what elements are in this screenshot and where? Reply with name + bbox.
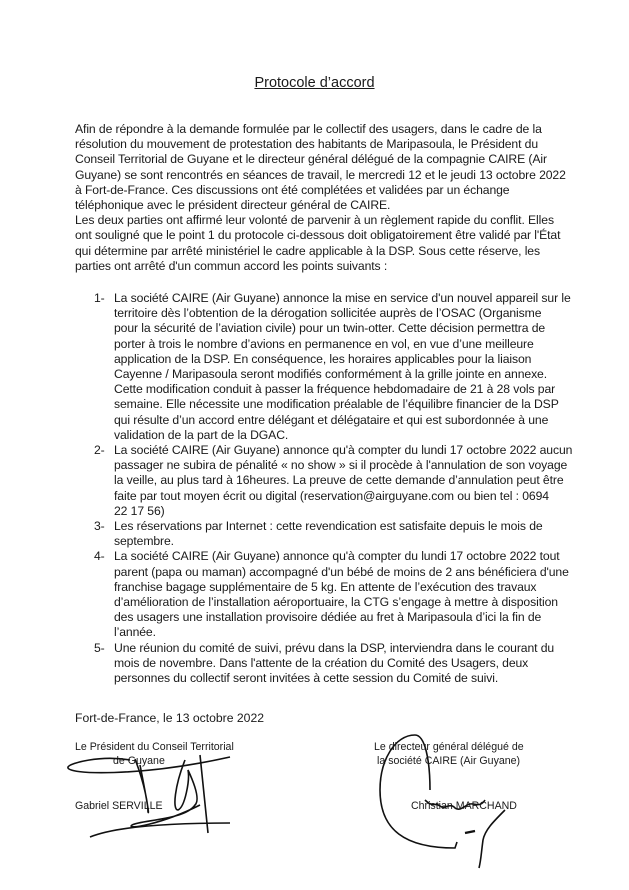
right-role-line1: Le directeur général délégué de (374, 741, 524, 753)
intro-paragraph (75, 122, 575, 274)
right-signatory-name: Christian MARCHAND (411, 800, 517, 812)
item-line: l’année. (114, 625, 156, 640)
list-item-2 (94, 443, 604, 519)
item-line: des usagers une installation provisoire dédiée au fret à Maripasoula d’ici la fin de (114, 610, 542, 625)
list-item-1 (94, 291, 604, 443)
list-item-4 (94, 549, 604, 640)
intro-line: à Fort-de-France. Ces discussions ont été complétées et validées par un échange (75, 182, 510, 197)
item-line: validation de la part de la DGAC. (114, 427, 289, 442)
right-signatory-role (374, 740, 524, 768)
list-item-5 (94, 641, 604, 687)
left-role-line2: de Guyane (113, 755, 165, 767)
left-signatory-role (75, 740, 234, 768)
intro-line: ont souligné que le point 1 du protocole ci-dessous doit obligatoirement être validé par l'État (75, 228, 561, 243)
intro-line: Les deux parties ont affirmé leur volonté de parvenir à un règlement rapide du conflit. Elles (75, 213, 554, 228)
item-line: d’amélioration de l’installation aéroportuaire, la CTG s’engage à mettre à disposition (114, 595, 558, 610)
item-line: La société CAIRE (Air Guyane) annonce qu'à compter du lundi 17 octobre 2022 aucun (114, 443, 573, 458)
item-line: La société CAIRE (Air Guyane) annonce la mise en service d'un nouvel appareil sur le (114, 291, 571, 305)
item-line: personnes du collectif seront invitées à cette session du Comité de suivi. (114, 671, 499, 686)
item-line: porter à trois le nombre d’avions en permanence en vol, en vue d’une meilleure (114, 336, 534, 351)
item-number: 5- (94, 640, 105, 655)
intro-line: Afin de répondre à la demande formulée par le collectif des usagers, dans le cadre de la (75, 122, 542, 136)
intro-line: Conseil Territorial de Guyane et le directeur général délégué de la compagnie CAIRE (Air (75, 152, 547, 167)
item-number: 4- (94, 549, 105, 564)
item-number: 2- (94, 443, 105, 458)
intro-line: qui détermine par arrêté ministériel le cadre applicable à la DSP. Sous cette réserve, les (75, 243, 540, 258)
item-line: la veille, au plus tard à 16heures. La preuve de cette demande d’annulation peut être (114, 473, 564, 488)
item-number: 1- (94, 291, 105, 305)
item-line: Cette modification conduit à passer la fréquence hebdomadaire de 21 à 28 vols par (114, 382, 556, 397)
place-date: Fort-de-France, le 13 octobre 2022 (75, 711, 265, 725)
left-signatory-name: Gabriel SERVILLE (75, 800, 163, 812)
item-line: franchise bagage supplémentaire de 5 kg. En attente de l’exécution des travaux (114, 579, 537, 594)
item-line: pour la sécurité de l’aviation civile) pour un twin-otter. Cette décision permettra de (114, 321, 546, 336)
document-title: Protocole d’accord (254, 75, 375, 91)
item-line: mois de novembre. Dans l'attente de la création du Comité des Usagers, deux (114, 655, 529, 670)
item-line: septembre. (114, 534, 174, 549)
list-item-3 (94, 519, 604, 549)
item-line: parent (papa ou maman) accompagné d'un bébé de moins de 2 ans bénéficiera d'une (114, 564, 569, 579)
item-line: application de la DSP. En conséquence, les horaires applicables pour la liaison (114, 351, 532, 366)
item-line: La société CAIRE (Air Guyane) annonce qu'à compter du lundi 17 octobre 2022 tout (114, 549, 560, 564)
intro-line: téléphonique avec le président directeur général de CAIRE. (75, 198, 391, 213)
item-line: Les réservations par Internet : cette revendication est satisfaite depuis le mois de (114, 519, 543, 534)
left-role-line1: Le Président du Conseil Territorial (75, 741, 234, 753)
intro-line: parties ont arrêté d'un commun accord les points suivants : (75, 258, 388, 273)
item-line: Cayenne / Maripasoula seront modifiés conformément à la grille jointe en annexe. (114, 367, 548, 382)
item-line: qui résulte d’un accord entre délégant et délégataire et qui est subordonnée à une (114, 412, 549, 427)
item-line: Une réunion du comité de suivi, prévu dans la DSP, interviendra dans le courant du (114, 640, 555, 655)
item-line: faite par tout moyen écrit ou digital (reservation@airguyane.com ou bien tel : 0694 (114, 488, 549, 503)
points-list (94, 291, 604, 686)
right-role-line2: la société CAIRE (Air Guyane) (377, 755, 521, 767)
intro-line: Guyane) se sont rencontrés en séances de travail, le mercredi 12 et le jeudi 13 octobre 2022 (75, 167, 566, 182)
item-line: territoire dès l’obtention de la dérogation sollicitée auprès de l’OSAC (Organisme (114, 306, 542, 321)
intro-line: résolution du mouvement de protestation des habitants de Maripasoula, le Président du (75, 137, 539, 152)
item-line: passager ne subira de pénalité « no show » si il procède à l'annulation de son voyage (114, 458, 568, 473)
item-line: semaine. Elle nécessite une modification préalable de l’équilibre financier de la DSP (114, 397, 559, 412)
item-line: 22 17 56) (114, 503, 165, 518)
item-number: 3- (94, 519, 105, 534)
